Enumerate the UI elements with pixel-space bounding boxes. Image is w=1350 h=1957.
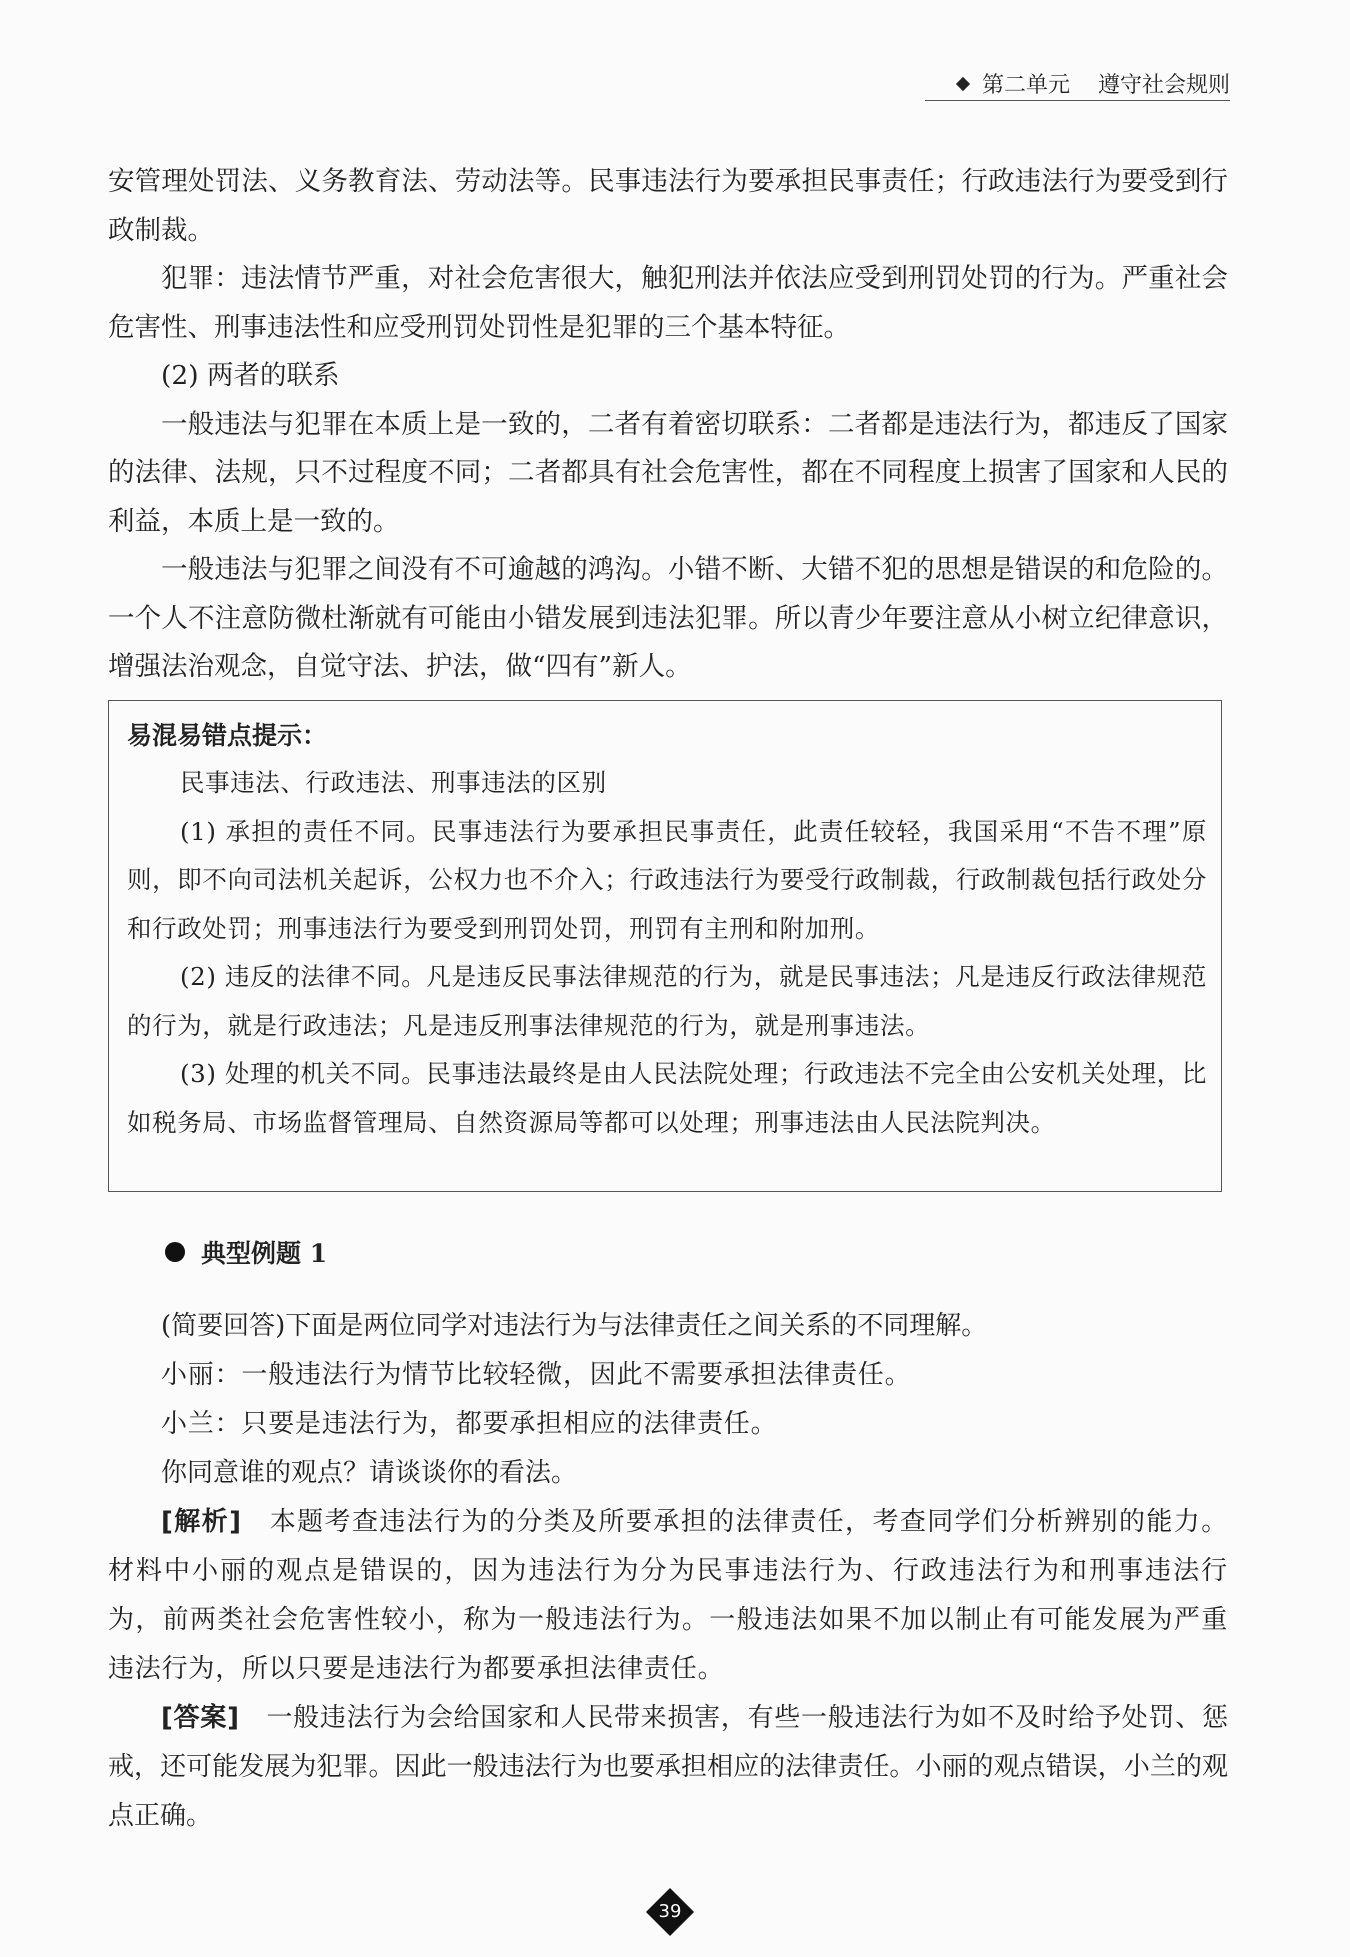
main-text	[108, 158, 1228, 692]
example-body	[108, 1302, 1228, 1841]
tip-subtitle: 民事违法、行政违法、刑事违法的区别	[180, 768, 607, 797]
analysis-text: 本题考查违法行为的分类及所要承担的法律责任，考查同学们分析辨别的能力。材料中小丽的观点是错误的，因为违法行为分为民事违法行为、行政违法行为和刑事违法行为，前两类社会危害性较小，称为一般违法行为。一般违法如果不加以制止有可能发展为严重违法行为，所以只要是违法行为都要承担法律责任。	[108, 1507, 1228, 1684]
paragraph: 一般违法与犯罪之间没有不可逾越的鸿沟。小错不断、大错不犯的思想是错误的和危险的。一个人不注意防微杜渐就有可能由小错发展到违法犯罪。所以青少年要注意从小树立纪律意识，增强法治观念，自觉守法、护法，做“四有”新人。	[108, 554, 1228, 682]
header-title: 遵守社会规则	[1097, 73, 1230, 98]
tip-item: (3) 处理的机关不同。民事违法最终是由人民法院处理；行政违法不完全由公安机关处理，比如税务局、市场监督管理局、自然资源局等都可以处理；刑事违法由人民法院判决。	[127, 1059, 1207, 1137]
tip-item: (1) 承担的责任不同。民事违法行为要承担民事责任，此责任较轻，我国采用“不告不理”原则，即不向司法机关起诉，公权力也不介入；行政违法行为要受行政制裁，行政制裁包括行政处分和行政处罚；刑事违法行为要受到刑罚处罚，刑罚有主刑和附加刑。	[127, 816, 1207, 943]
diamond-icon	[956, 76, 970, 90]
example-heading	[165, 1234, 327, 1270]
running-header	[958, 68, 1230, 99]
page-number	[645, 1887, 695, 1937]
paragraph: 一般违法与犯罪在本质上是一致的，二者有着密切联系：二者都是违法行为，都违反了国家的法律、法规，只不过程度不同；二者都具有社会危害性，都在不同程度上损害了国家和人民的利益，本质上是一致的。	[108, 408, 1228, 537]
tip-box	[108, 700, 1222, 1192]
answer-label: [答案]	[161, 1703, 239, 1733]
example-question: (简要回答)下面是两位同学对违法行为与法律责任之间关系的不同理解。	[161, 1311, 988, 1341]
example-view: 小兰：只要是违法行为，都要承担相应的法律责任。	[161, 1409, 778, 1439]
example-view: 小丽：一般违法行为情节比较轻微，因此不需要承担法律责任。	[161, 1360, 912, 1390]
analysis-label: [解析]	[161, 1507, 242, 1537]
paragraph: 安管理处罚法、义务教育法、劳动法等。民事违法行为要承担民事责任；行政违法行为要受到行政制裁。	[108, 166, 1228, 246]
example-answer	[108, 1694, 1228, 1841]
tip-title: 易混易错点提示：	[127, 721, 328, 750]
bullet-icon	[165, 1242, 185, 1262]
example-ask: 你同意谁的观点？请谈谈你的看法。	[161, 1458, 578, 1488]
subheading: (2) 两者的联系	[161, 360, 340, 391]
paragraph: 犯罪：违法情节严重，对社会危害很大，触犯刑法并依法应受到刑罚处罚的行为。严重社会危害性、刑事违法性和应受刑罚处罚性是犯罪的三个基本特征。	[108, 263, 1228, 343]
tip-item: (2) 违反的法律不同。凡是违反民事法律规范的行为，就是民事违法；凡是违反行政法律规范的行为，就是行政违法；凡是违反刑事法律规范的行为，就是刑事违法。	[127, 962, 1207, 1040]
header-rule	[925, 100, 1230, 101]
example-analysis	[108, 1498, 1228, 1694]
example-title: 典型例题 1	[201, 1239, 328, 1268]
header-unit: 第二单元	[981, 73, 1070, 98]
page-number-text: 39	[658, 1901, 682, 1922]
answer-text: 一般违法行为会给国家和人民带来损害，有些一般违法行为如不及时给予处罚、惩戒，还可能发展为犯罪。因此一般违法行为也要承担相应的法律责任。小丽的观点错误，小兰的观点正确。	[108, 1703, 1228, 1831]
